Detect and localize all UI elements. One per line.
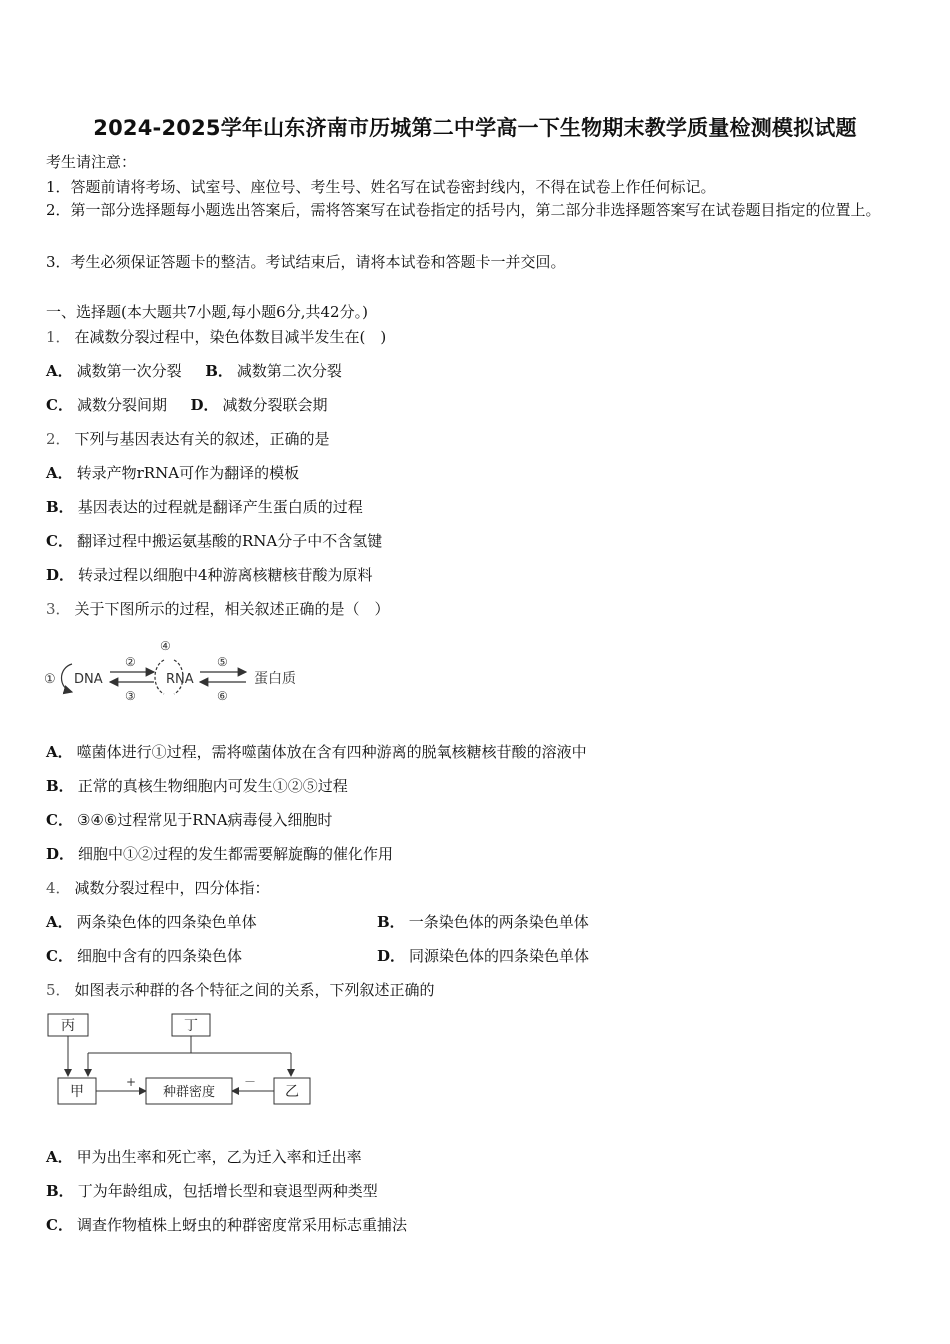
option-text: 转录产物rRNA可作为翻译的模板 (76, 464, 300, 482)
rna-replication-arrow (155, 660, 164, 694)
option-label: C． (46, 396, 73, 414)
option-label: D． (46, 845, 75, 863)
option-row (46, 912, 257, 932)
option-label: D． (46, 566, 75, 584)
option-row (46, 1181, 378, 1201)
question-stem: 下列与基因表达有关的叙述，正确的是 (74, 430, 330, 448)
option-text: 调查作物植株上蚜虫的种群密度常采用标志重捕法 (76, 1216, 407, 1234)
label-4: ④ (160, 639, 171, 653)
option-label: D． (190, 396, 219, 414)
option-label: B． (46, 498, 74, 516)
minus-sign: － (244, 1075, 257, 1089)
option-row (46, 395, 328, 415)
option-text: 减数第一次分裂 (76, 362, 182, 380)
option-text: 噬菌体进行①过程，需将噬菌体放在含有四种游离的脱氧核糖核苷酸的溶液中 (76, 743, 587, 761)
option-label: D． (377, 947, 406, 965)
central-dogma-diagram (40, 636, 310, 706)
plus-sign: + (126, 1075, 137, 1089)
notice-item: 2．第一部分选择题每小题选出答案后，需将答案写在试卷指定的括号内，第二部分非选择题答案写在试卷题目指定的位置上。 (46, 201, 881, 219)
question-stem: 如图表示种群的各个特征之间的关系，下列叙述正确的 (74, 981, 435, 999)
option-label: C． (46, 1216, 73, 1234)
notice-heading: 考生请注意： (46, 153, 137, 171)
label-5: ⑤ (217, 655, 228, 669)
question-2 (46, 429, 330, 449)
box-jia-label: 甲 (70, 1084, 84, 1100)
question-5 (46, 980, 435, 1000)
notice-item: 3．考生必须保证答题卡的整洁。考试结束后，请将本试卷和答题卡一并交回。 (46, 253, 566, 271)
question-number: 4． (46, 879, 71, 897)
rna-label: RNA (166, 672, 194, 687)
option-row (46, 742, 587, 762)
option-text: 丁为年龄组成，包括增长型和衰退型两种类型 (77, 1182, 378, 1200)
question-number: 3． (46, 600, 71, 618)
option-row (46, 565, 373, 585)
protein-label: 蛋白质 (254, 671, 296, 687)
option-row (46, 531, 382, 551)
option-row (46, 1215, 407, 1235)
question-3 (46, 599, 390, 619)
option-label: C． (46, 532, 73, 550)
option-label: B． (46, 777, 74, 795)
box-bing-label: 丙 (61, 1018, 75, 1034)
option-label: A． (46, 1148, 73, 1166)
question-4 (46, 878, 270, 898)
question-stem: 关于下图所示的过程，相关叙述正确的是（ ） (74, 600, 390, 618)
option-label: C． (46, 811, 73, 829)
box-ding-label: 丁 (184, 1018, 198, 1034)
option-text: 减数第二次分裂 (236, 362, 342, 380)
option-label: A． (46, 362, 73, 380)
option-text: ③④⑥过程常见于RNA病毒侵入细胞时 (76, 811, 333, 829)
option-row (46, 844, 393, 864)
self-loop-arrow (62, 664, 73, 692)
option-row (46, 361, 342, 381)
option-label: C． (46, 947, 73, 965)
option-text: 细胞中①②过程的发生都需要解旋酶的催化作用 (78, 845, 394, 863)
option-text: 减数分裂联会期 (222, 396, 328, 414)
question-1 (46, 327, 386, 347)
question-stem: 减数分裂过程中，四分体指： (74, 879, 270, 897)
option-text: 一条染色体的两条染色单体 (408, 913, 589, 931)
option-row (46, 1147, 362, 1167)
option-text: 翻译过程中搬运氨基酸的RNA分子中不含氢键 (76, 532, 383, 550)
label-3: ③ (125, 689, 136, 703)
box-yi-label: 乙 (285, 1084, 299, 1100)
option-text: 转录过程以细胞中4种游离核糖核苷酸为原料 (78, 566, 373, 584)
question-stem: 在减数分裂过程中，染色体数目减半发生在( ) (74, 328, 387, 346)
dna-label: DNA (74, 672, 103, 687)
label-1: ① (44, 672, 56, 687)
notice-item: 1．答题前请将考场、试室号、座位号、考生号、姓名写在试卷密封线内，不得在试卷上作任何标记。 (46, 178, 716, 196)
option-text: 两条染色体的四条染色单体 (76, 913, 257, 931)
option-row (377, 912, 589, 932)
option-row (46, 776, 348, 796)
question-number: 1． (46, 328, 71, 346)
page-title: 2024-2025学年山东济南市历城第二中学高一下生物期末教学质量检测模拟试题 (93, 116, 857, 140)
label-6: ⑥ (217, 689, 228, 703)
question-number: 5． (46, 981, 71, 999)
option-text: 减数分裂间期 (76, 396, 167, 414)
option-text: 同源染色体的四条染色单体 (409, 947, 590, 965)
population-diagram (40, 1008, 330, 1120)
option-row (46, 810, 333, 830)
option-text: 甲为出生率和死亡率，乙为迁入率和迁出率 (76, 1148, 362, 1166)
option-text: 细胞中含有的四条染色体 (76, 947, 242, 965)
box-density-label: 种群密度 (162, 1085, 216, 1100)
section-heading: 一、选择题(本大题共7小题,每小题6分,共42分。) (46, 303, 368, 321)
option-row (377, 946, 589, 966)
option-text: 正常的真核生物细胞内可发生①②⑤过程 (77, 777, 348, 795)
option-text: 基因表达的过程就是翻译产生蛋白质的过程 (77, 498, 363, 516)
option-row (46, 946, 242, 966)
option-label: A． (46, 913, 73, 931)
option-label: A． (46, 743, 73, 761)
option-label: A． (46, 464, 73, 482)
question-number: 2． (46, 430, 71, 448)
option-label: B． (377, 913, 405, 931)
label-2: ② (125, 655, 136, 669)
option-row (46, 497, 363, 517)
option-label: B． (46, 1182, 74, 1200)
option-row (46, 463, 299, 483)
option-label: B． (205, 362, 233, 380)
